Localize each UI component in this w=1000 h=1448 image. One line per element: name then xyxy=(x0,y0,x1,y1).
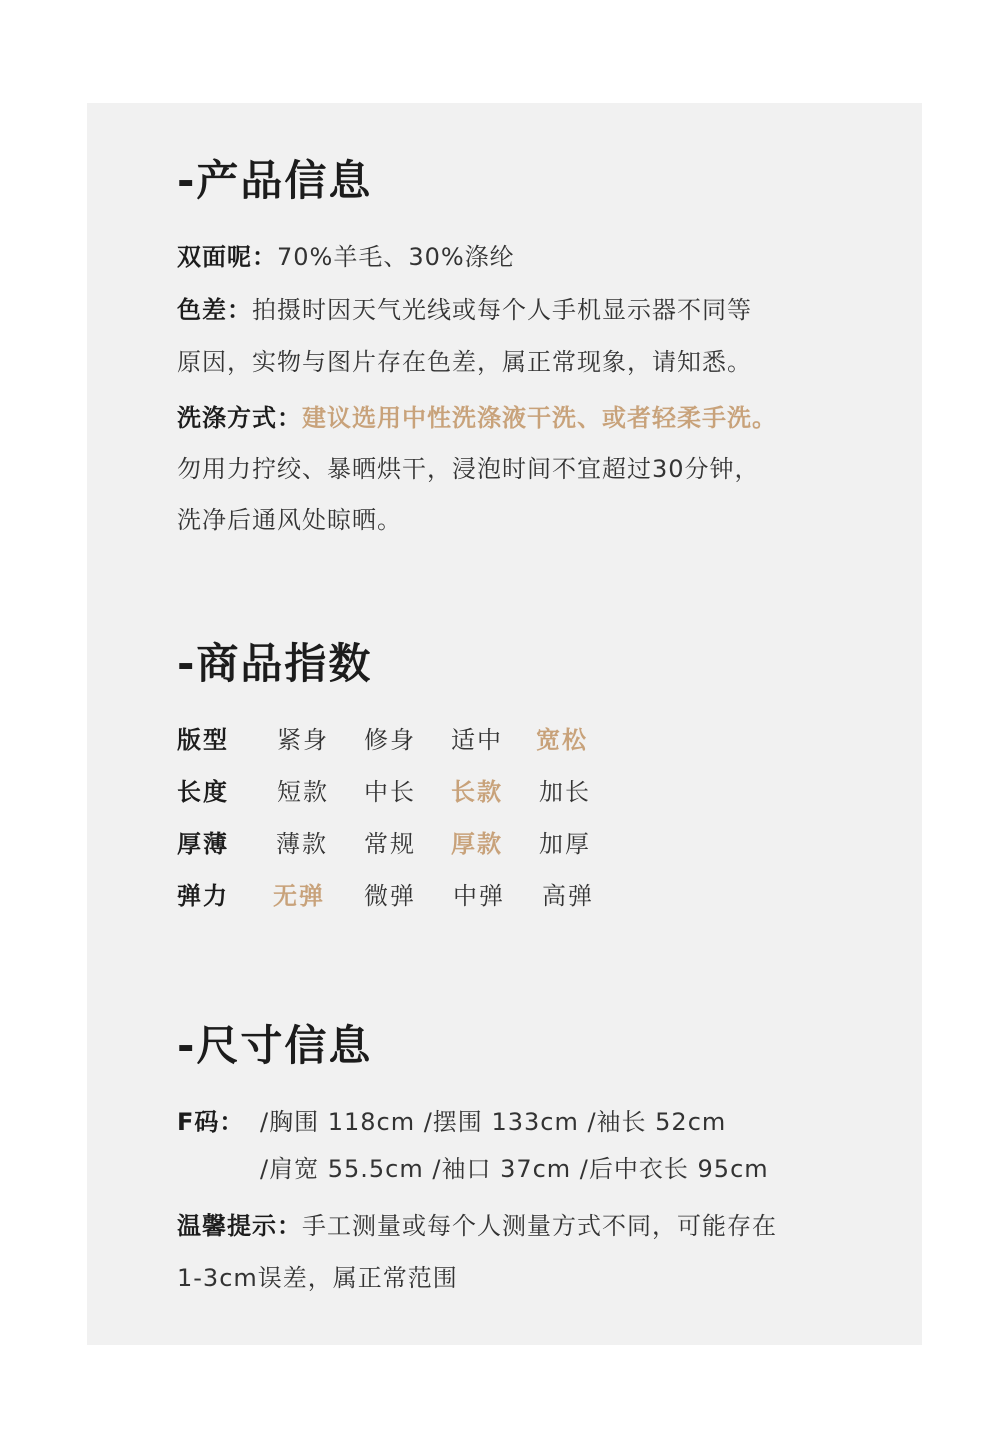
wash-line xyxy=(177,406,777,430)
color-diff-line xyxy=(177,298,752,322)
index-label: 版型 xyxy=(177,726,229,754)
tip-label: 温馨提示： xyxy=(177,1212,302,1240)
wash-text-2: 洗净后通风处晾晒。 xyxy=(177,506,402,534)
index-row-thickness xyxy=(177,832,677,862)
index-option: 中弹 xyxy=(453,882,505,910)
size-measure-line-1: /胸围 118cm /摆围 133cm /袖长 52cm xyxy=(260,1108,727,1136)
product-info-title: -产品信息 xyxy=(177,156,373,205)
index-option: 适中 xyxy=(451,726,503,754)
index-option: 加厚 xyxy=(539,830,591,858)
index-option: 短款 xyxy=(277,778,329,806)
index-option: 中长 xyxy=(364,778,416,806)
tip-text-2: 1-3cm误差，属正常范围 xyxy=(177,1264,458,1292)
index-option: 高弹 xyxy=(542,882,594,910)
index-option: 厚款 xyxy=(451,830,503,858)
color-diff-text-2: 原因，实物与图片存在色差，属正常现象，请知悉。 xyxy=(177,348,752,376)
index-label: 弹力 xyxy=(177,882,229,910)
index-option: 薄款 xyxy=(276,830,328,858)
fabric-value: 70%羊毛、30%涤纶 xyxy=(277,243,515,271)
size-label-text: F码： xyxy=(177,1108,245,1136)
wash-label: 洗涤方式： xyxy=(177,404,302,432)
fabric-label: 双面呢： xyxy=(177,243,277,271)
size-info-title: -尺寸信息 xyxy=(177,1021,373,1070)
product-index-title: -商品指数 xyxy=(177,639,373,688)
index-option: 无弹 xyxy=(273,882,325,910)
wash-text-1: 勿用力拧绞、暴晒烘干，浸泡时间不宜超过30分钟， xyxy=(177,455,760,483)
index-option: 宽松 xyxy=(536,726,588,754)
color-diff-text-1: 拍摄时因天气光线或每个人手机显示器不同等 xyxy=(252,296,752,324)
tip-text-1: 手工测量或每个人测量方式不同，可能存在 xyxy=(302,1212,777,1240)
index-option: 微弹 xyxy=(364,882,416,910)
index-label: 长度 xyxy=(177,778,229,806)
fabric-line xyxy=(177,245,515,269)
color-diff-label: 色差： xyxy=(177,296,252,324)
size-measure-line-2: /肩宽 55.5cm /袖口 37cm /后中衣长 95cm xyxy=(260,1155,769,1183)
index-row-fit xyxy=(177,728,677,758)
index-row-elasticity xyxy=(177,884,677,914)
index-option: 长款 xyxy=(451,778,503,806)
size-label xyxy=(177,1110,244,1134)
index-option: 常规 xyxy=(364,830,416,858)
index-label: 厚薄 xyxy=(177,830,229,858)
wash-highlight: 建议选用中性洗涤液干洗、或者轻柔手洗。 xyxy=(302,404,777,432)
index-option: 紧身 xyxy=(277,726,329,754)
index-row-length xyxy=(177,780,677,810)
index-option: 修身 xyxy=(364,726,416,754)
tip-line xyxy=(177,1214,777,1238)
index-option: 加长 xyxy=(539,778,591,806)
